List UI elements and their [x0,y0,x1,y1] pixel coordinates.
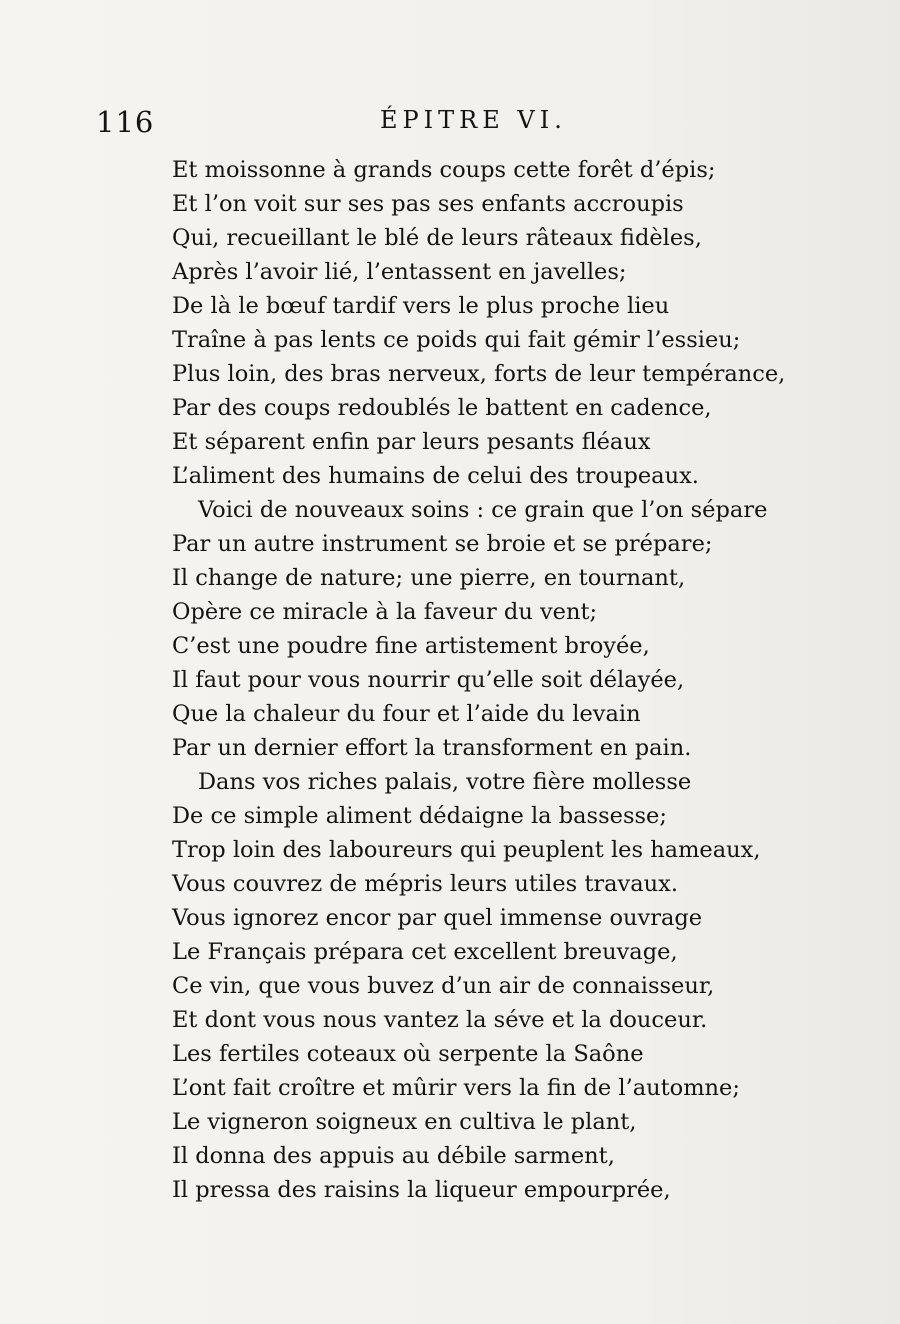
page-number: 116 [96,105,155,139]
verse-line: L’aliment des humains de celui des troupeaux. [172,463,699,489]
verse-line: Que la chaleur du four et l’aide du levain [172,701,641,727]
verse-line: Opère ce miracle à la faveur du vent; [172,599,598,625]
verse-line: Voici de nouveaux soins : ce grain que l’on sépare [198,497,768,523]
verse-line: Et dont vous nous vantez la séve et la douceur. [172,1007,708,1033]
verse-line: Traîne à pas lents ce poids qui fait gémir l’essieu; [172,327,741,353]
verse-line: Il pressa des raisins la liqueur empourprée, [172,1177,671,1203]
poem-body [172,153,862,1207]
verse-line: Et moissonne à grands coups cette forêt d’épis; [172,157,716,183]
verse-line: Après l’avoir lié, l’entassent en javelles; [172,259,627,285]
verse-line: Et l’on voit sur ses pas ses enfants accroupis [172,191,684,217]
running-head: ÉPITRE VI. [380,106,567,134]
verse-line: De là le bœuf tardif vers le plus proche lieu [172,293,670,319]
verse-line: Par des coups redoublés le battent en cadence, [172,395,712,421]
verse-line: C’est une poudre fine artistement broyée, [172,633,650,659]
verse-line: De ce simple aliment dédaigne la bassesse; [172,803,667,829]
verse-line: Les fertiles coteaux où serpente la Saône [172,1041,644,1067]
verse-line: Plus loin, des bras nerveux, forts de leur tempérance, [172,361,786,387]
verse-line: Vous couvrez de mépris leurs utiles travaux. [172,871,678,897]
verse-line: Vous ignorez encor par quel immense ouvrage [172,905,703,931]
verse-line: Il faut pour vous nourrir qu’elle soit délayée, [172,667,685,693]
verse-line: L’ont fait croître et mûrir vers la fin de l’automne; [172,1075,740,1101]
verse-line: Par un dernier effort la transforment en pain. [172,735,692,761]
verse-line: Il donna des appuis au débile sarment, [172,1143,615,1169]
verse-line: Le vigneron soigneux en cultiva le plant, [172,1109,637,1135]
verse-line: Le Français prépara cet excellent breuvage, [172,939,678,965]
verse-line: Par un autre instrument se broie et se prépare; [172,531,713,557]
verse-line: Il change de nature; une pierre, en tournant, [172,565,686,591]
verse-line: Dans vos riches palais, votre fière mollesse [198,769,692,795]
verse-line: Qui, recueillant le blé de leurs râteaux fidèles, [172,225,702,251]
verse-line: Ce vin, que vous buvez d’un air de connaisseur, [172,973,715,999]
verse-line: Et séparent enfin par leurs pesants fléaux [172,429,651,455]
verse-line: Trop loin des laboureurs qui peuplent les hameaux, [172,837,761,863]
